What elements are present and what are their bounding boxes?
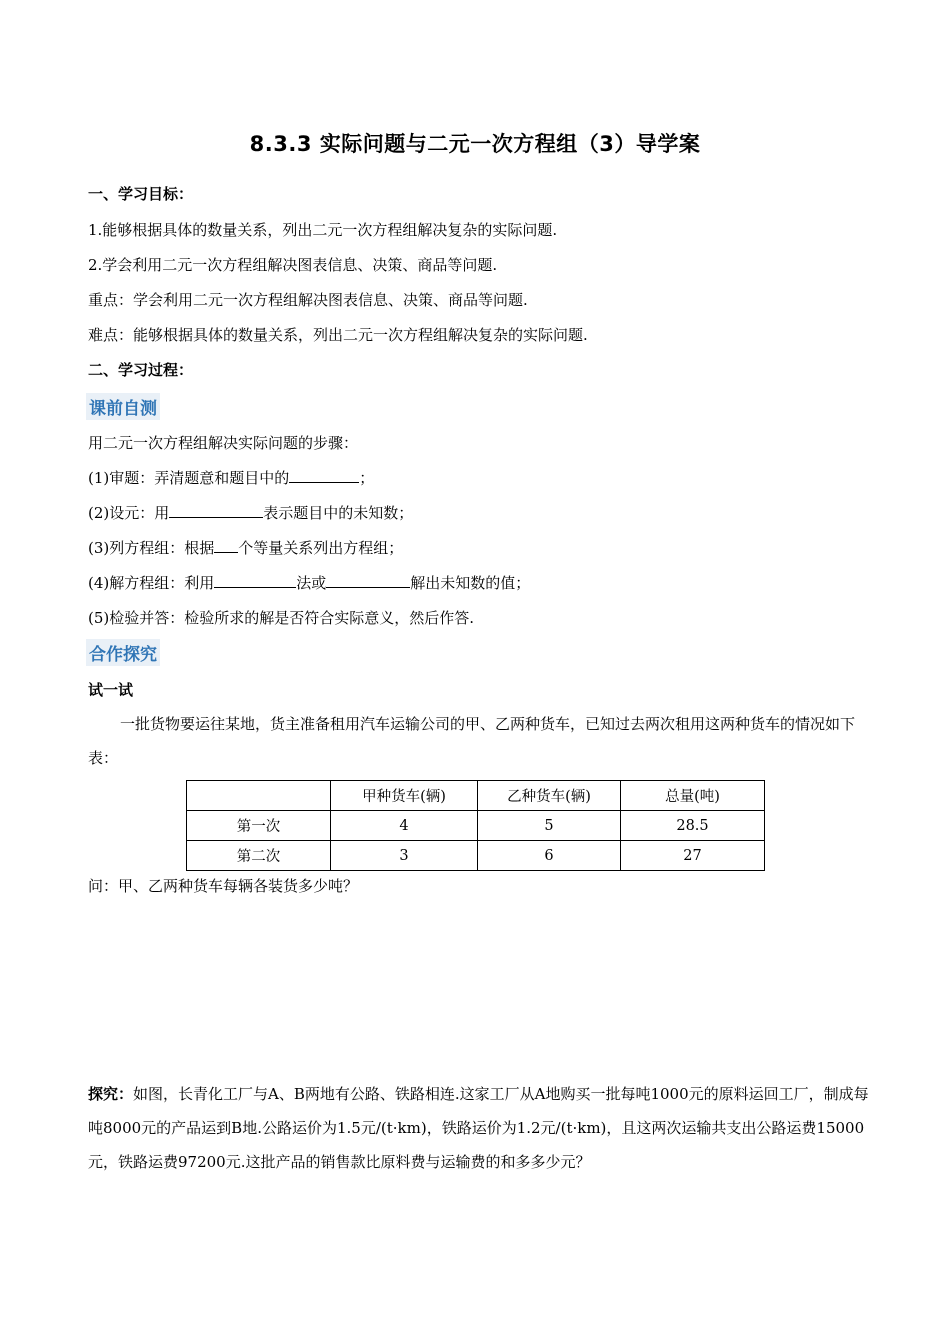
explore-label: 探究： (88, 1085, 134, 1103)
goal-item-2: 2.学会利用二元一次方程组解决图表信息、决策、商品等问题. (88, 256, 498, 274)
explore-paragraph (88, 1077, 878, 1179)
try-label: 试一试 (88, 681, 134, 699)
goal-item-1: 1.能够根据具体的数量关系，列出二元一次方程组解决复杂的实际问题. (88, 221, 558, 239)
step-4-text: (4)解方程组：利用 (88, 574, 215, 592)
table-cell: 4 (331, 811, 478, 841)
table-cell: 5 (478, 811, 621, 841)
step-4-end: 解出未知数的值； (410, 574, 531, 592)
explore-text: 如图，长青化工厂与A、B两地有公路、铁路相连.这家工厂从A地购买一批每吨1000元的原料运回工厂，制成每吨8000元的产品运到B地.公路运价为1.5元/(t·km)，铁路运价为1.2元/(t·km)，且这两次运输共支出公路运费15000元，铁路运费97200元.这批产品的销售款比原料费与运输费的和多多少元？ (88, 1085, 869, 1171)
blank-4a[interactable] (214, 572, 296, 588)
step-3-text: (3)列方程组：根据 (88, 539, 215, 557)
table-cell: 第一次 (187, 811, 331, 841)
section2-heading: 二、学习过程： (88, 361, 194, 379)
question: 问：甲、乙两种货车每辆各装货多少吨？ (88, 877, 359, 895)
step-2 (88, 502, 413, 523)
try-text: 一批货物要运往某地，货主准备租用汽车运输公司的甲、乙两种货车，已知过去两次租用这两种货车的情况如下表： (88, 715, 856, 767)
coop-label: 合作探究 (86, 639, 160, 666)
step-1-text: (1)审题：弄清题意和题目中的 (88, 469, 290, 487)
table-cell: 27 (621, 841, 765, 871)
table-row (187, 811, 765, 841)
step-3-end: 个等量关系列出方程组； (238, 539, 404, 557)
step-5: (5)检验并答：检验所求的解是否符合实际意义，然后作答. (88, 609, 475, 627)
step-2-text: (2)设元：用 (88, 504, 170, 522)
blank-2[interactable] (169, 502, 263, 518)
step-4-mid: 法或 (296, 574, 327, 592)
table-header-cell: 总量(吨) (621, 781, 765, 811)
table-header-row (187, 781, 765, 811)
table-cell: 第二次 (187, 841, 331, 871)
table-cell: 6 (478, 841, 621, 871)
step-3 (88, 537, 403, 558)
truck-table (186, 780, 765, 871)
difficult-point: 难点：能够根据具体的数量关系，列出二元一次方程组解决复杂的实际问题. (88, 326, 588, 344)
blank-1[interactable] (289, 467, 359, 483)
blank-4b[interactable] (326, 572, 410, 588)
step-2-end: 表示题目中的未知数； (263, 504, 414, 522)
table-row (187, 841, 765, 871)
table-header-cell (187, 781, 331, 811)
key-point: 重点：学会利用二元一次方程组解决图表信息、决策、商品等问题. (88, 291, 528, 309)
table-header-cell: 甲种货车(辆) (331, 781, 478, 811)
step-1-end: ； (359, 469, 375, 487)
pretest-label: 课前自测 (86, 393, 160, 420)
blank-3[interactable] (214, 537, 238, 553)
section1-heading: 一、学习目标： (88, 185, 194, 203)
step-4 (88, 572, 530, 593)
table-cell: 3 (331, 841, 478, 871)
table-header-cell: 乙种货车(辆) (478, 781, 621, 811)
pretest-intro: 用二元一次方程组解决实际问题的步骤： (88, 434, 359, 452)
page-title: 8.3.3 实际问题与二元一次方程组（3）导学案 (249, 132, 701, 156)
table-cell: 28.5 (621, 811, 765, 841)
step-1 (88, 467, 374, 488)
